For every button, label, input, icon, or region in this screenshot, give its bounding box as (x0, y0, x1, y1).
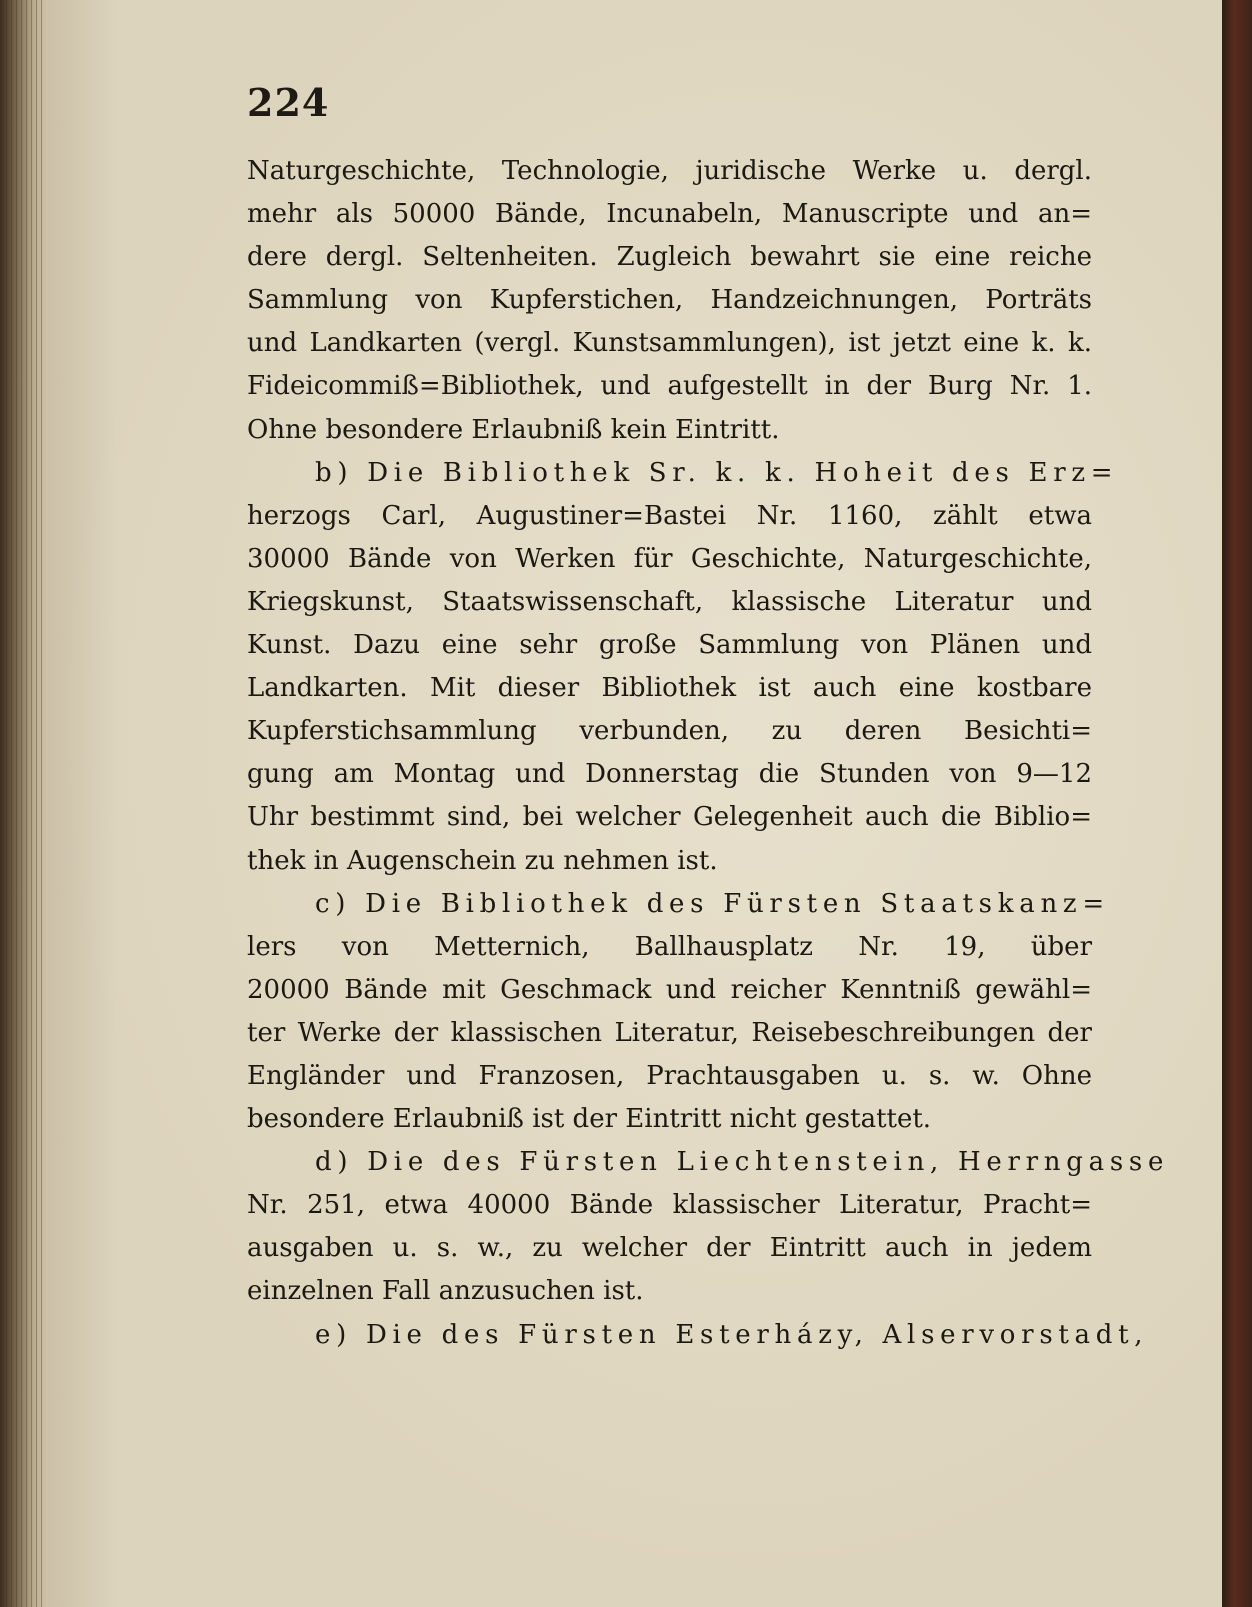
text-line: Fideicommiß=Bibliothek, und aufgestellt in der Burg Nr. 1. (247, 371, 1092, 402)
text-line: Sammlung von Kupferstichen, Handzeichnungen, Porträts (247, 285, 1092, 316)
binding-border (1222, 0, 1252, 1607)
text-line: Kriegskunst, Staatswissenschaft, klassische Literatur und (247, 586, 1092, 617)
text-line: ausgaben u. s. w., zu welcher der Eintritt auch in jedem (247, 1233, 1092, 1264)
text-line: thek in Augenschein zu nehmen ist. (247, 845, 718, 876)
paragraph-b-start: b) Die Bibliothek Sr. k. k. Hoheit des Erz= (315, 457, 1119, 488)
text-line: Ohne besondere Erlaubniß kein Eintritt. (247, 414, 780, 445)
paragraph-e-start: e) Die des Fürsten Esterházy, Alservorstadt, (315, 1319, 1149, 1350)
paragraph-d-start: d) Die des Fürsten Liechtenstein, Herrngasse (315, 1147, 1170, 1178)
text-line: einzelnen Fall anzusuchen ist. (247, 1276, 644, 1307)
page-number: 224 (247, 80, 330, 125)
text-line: Landkarten. Mit dieser Bibliothek ist auch eine kostbare (247, 673, 1092, 704)
text-line: mehr als 50000 Bände, Incunabeln, Manuscripte und an= (247, 199, 1092, 230)
book-page-edges (0, 0, 48, 1607)
text-line: 30000 Bände von Werken für Geschichte, Naturgeschichte, (247, 543, 1092, 574)
paragraph-c-start: c) Die Bibliothek des Fürsten Staatskanz= (315, 888, 1110, 919)
text-line: Engländer und Franzosen, Prachtausgaben u. s. w. Ohne (247, 1060, 1092, 1091)
text-line: Uhr bestimmt sind, bei welcher Gelegenheit auch die Biblio= (247, 802, 1092, 833)
text-line: ter Werke der klassischen Literatur, Reisebeschreibungen der (247, 1017, 1092, 1048)
text-line: dere dergl. Seltenheiten. Zugleich bewahrt sie eine reiche (247, 242, 1092, 273)
text-line: 20000 Bände mit Geschmack und reicher Kenntniß gewähl= (247, 974, 1092, 1005)
text-line: Kunst. Dazu eine sehr große Sammlung von Plänen und (247, 630, 1092, 661)
text-line: Nr. 251, etwa 40000 Bände klassischer Literatur, Pracht= (247, 1190, 1092, 1221)
text-line: herzogs Carl, Augustiner=Bastei Nr. 1160, zählt etwa (247, 500, 1092, 531)
text-line: und Landkarten (vergl. Kunstsammlungen), ist jetzt eine k. k. (247, 328, 1092, 359)
text-line: lers von Metternich, Ballhausplatz Nr. 19, über (247, 931, 1092, 962)
page-edge-lines (6, 0, 42, 1607)
text-line: besondere Erlaubniß ist der Eintritt nicht gestattet. (247, 1104, 932, 1135)
text-line: Kupferstichsammlung verbunden, zu deren Besichti= (247, 716, 1092, 747)
body-text (247, 150, 1170, 1357)
text-line: Naturgeschichte, Technologie, juridische Werke u. dergl. (247, 156, 1092, 186)
text-line: gung am Montag und Donnerstag die Stunden von 9—12 (247, 759, 1092, 790)
